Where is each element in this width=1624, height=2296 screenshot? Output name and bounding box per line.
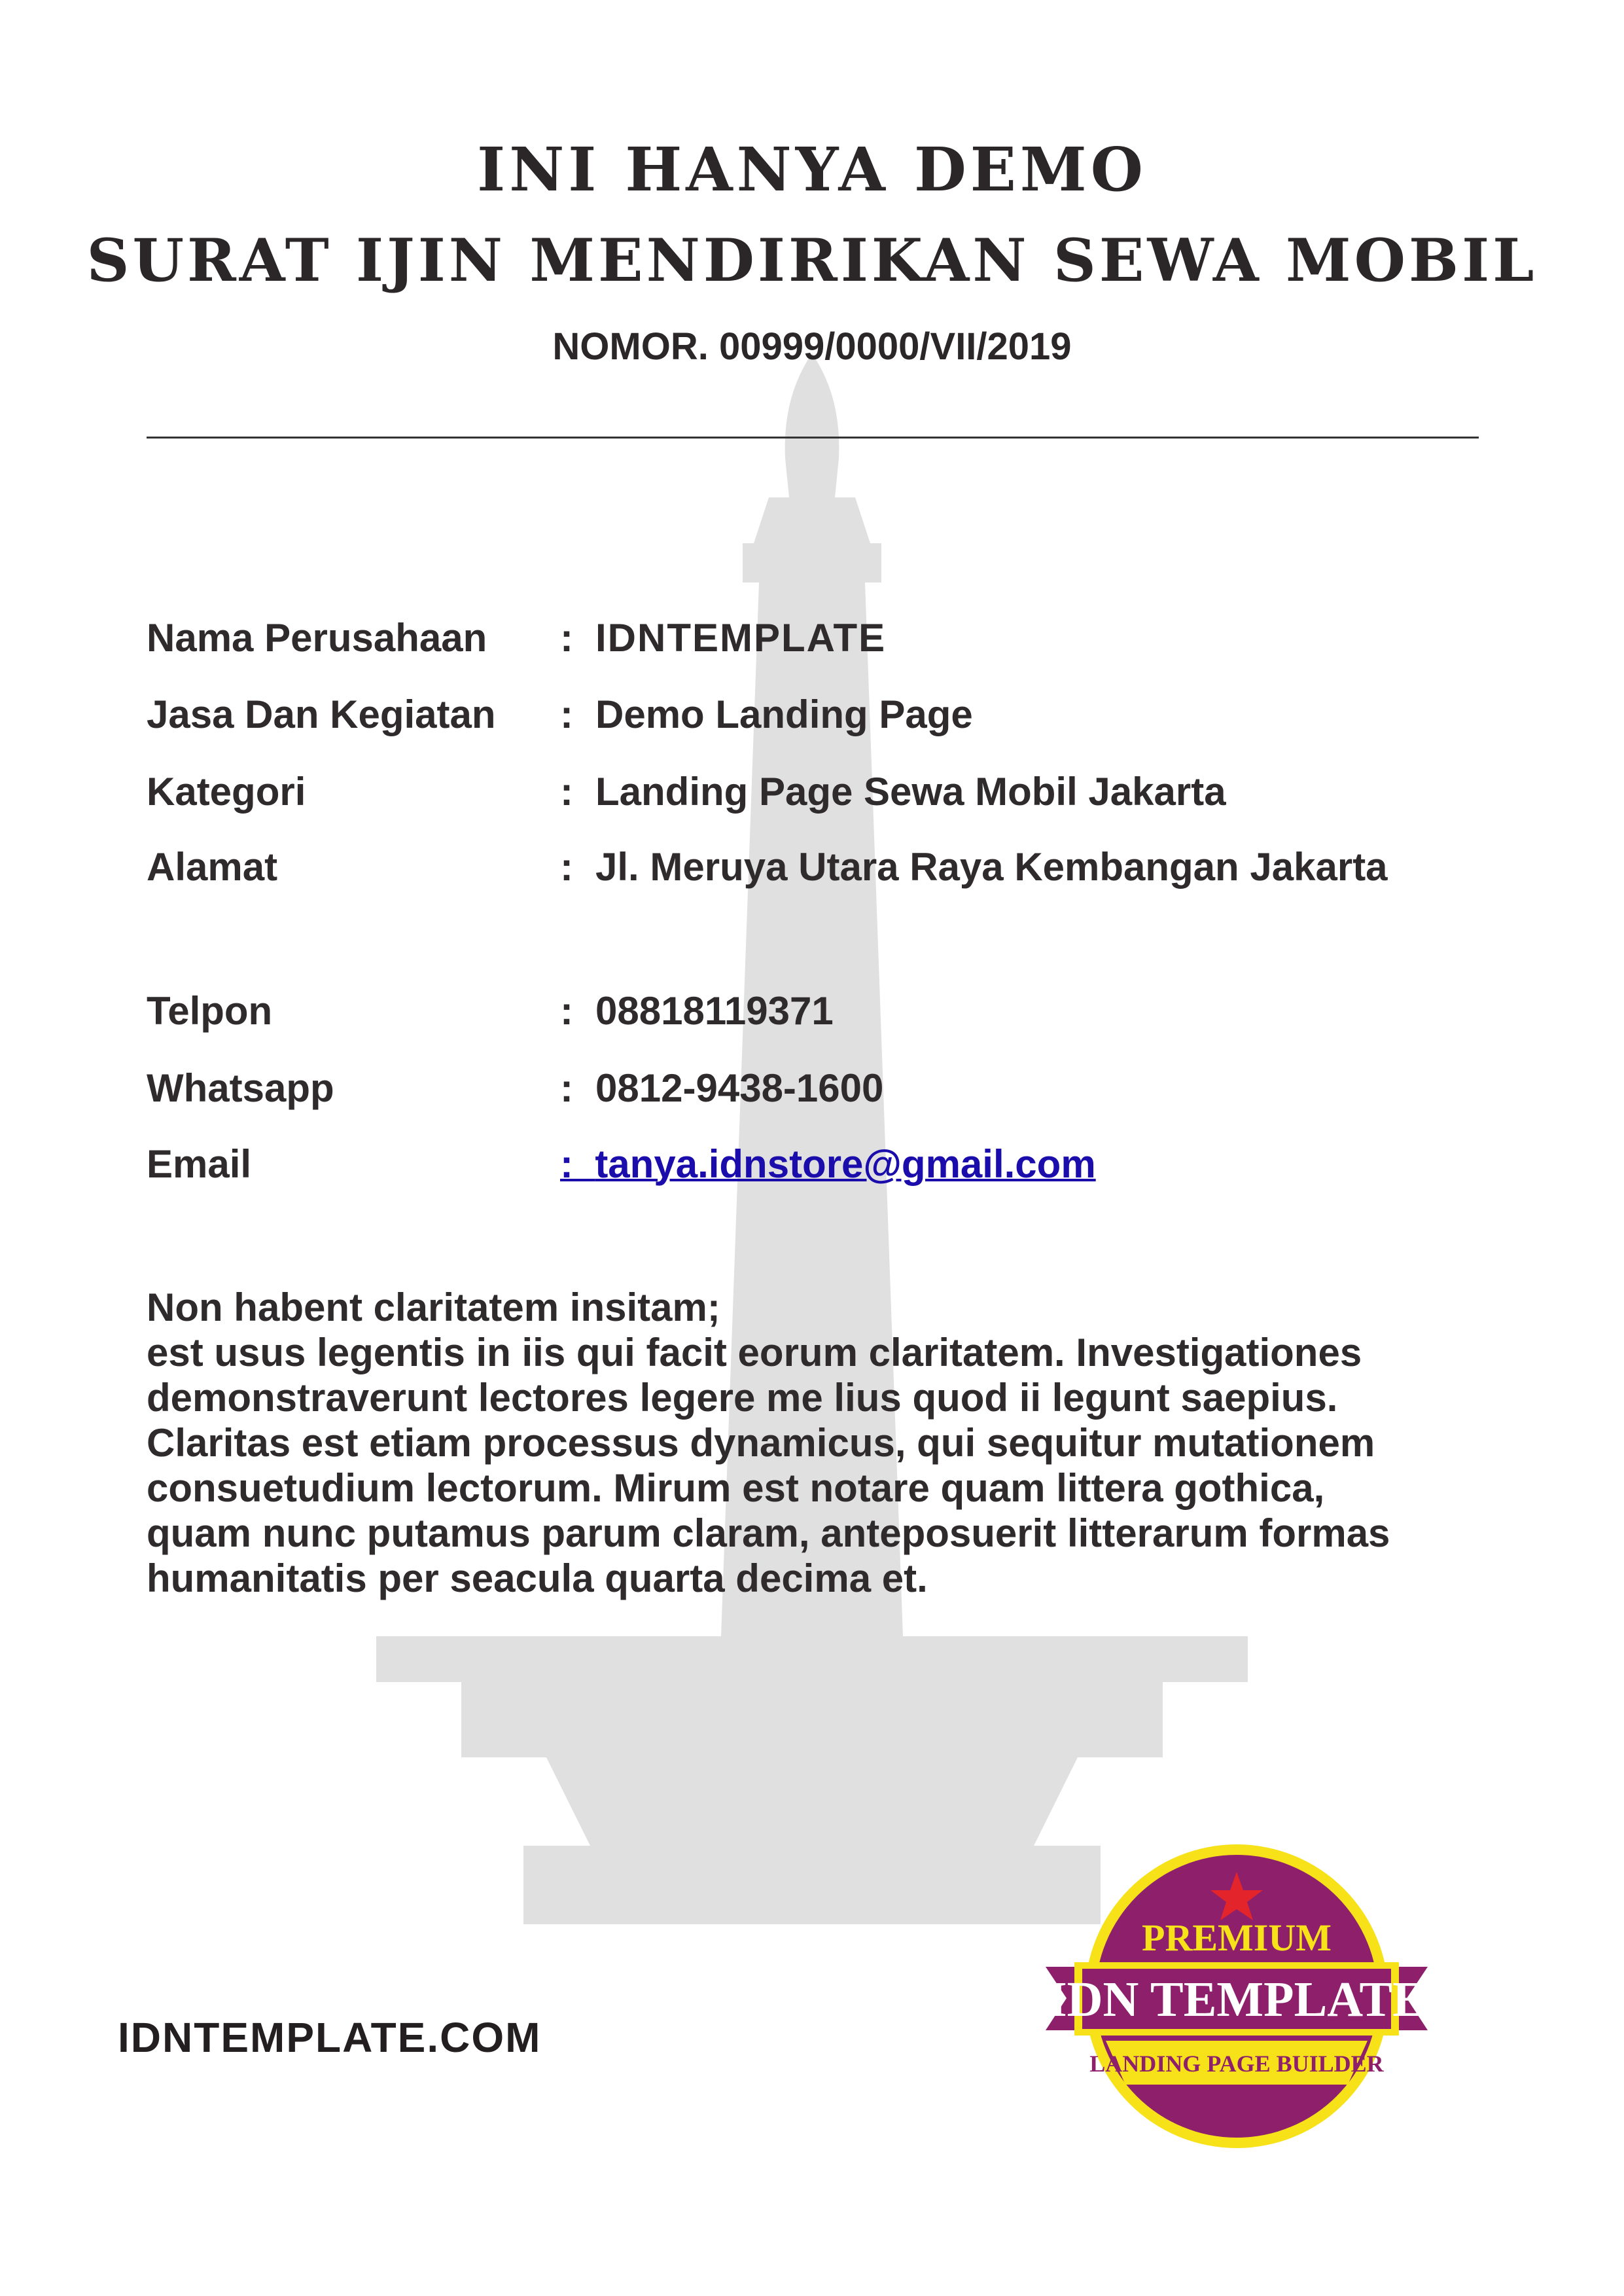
address-label: Alamat [147,845,278,889]
separator: : [560,1142,573,1186]
email-link[interactable] [560,1141,1096,1187]
whatsapp-value: 0812-9438-1600 [595,1066,884,1110]
paragraph-line: Claritas est etiam processus dynamicus, qui sequitur mutationem [147,1421,1375,1465]
service-value: Demo Landing Page [595,692,973,736]
footer-website: IDNTEMPLATE.COM [118,2014,542,2061]
whatsapp-label: Whatsapp [147,1066,334,1110]
separator: : [560,616,573,660]
email-value: tanya.idnstore@gmail.com [595,1142,1096,1186]
document-title-line2: SURAT IJIN MENDIRIKAN SEWA MOBIL [86,226,1538,295]
paragraph-line: humanitatis per seacula quarta decima et. [147,1556,928,1600]
separator: : [560,770,573,814]
company-value: IDNTEMPLATE [595,616,887,660]
phone-value: 08818119371 [595,989,834,1033]
badge-top-text: PREMIUM [1142,1916,1332,1959]
category-value: Landing Page Sewa Mobil Jakarta [595,770,1226,814]
phone-label: Telpon [147,989,273,1033]
paragraph-line: demonstraverunt lectores legere me lius quod ii legunt saepius. [147,1376,1338,1420]
address-value: Jl. Meruya Utara Raya Kembangan Jakarta [595,845,1388,889]
badge-bottom-text: LANDING PAGE BUILDER [1089,2051,1384,2077]
separator: : [560,1066,573,1110]
document-title-line1: INI HANYA DEMO [477,134,1147,205]
paragraph-line: Non habent claritatem insitam; [147,1285,720,1329]
email-label: Email [147,1142,252,1186]
paragraph-line: est usus legentis in iis qui facit eorum claritatem. Investigationes [147,1331,1362,1374]
header-divider [147,437,1479,439]
separator: : [560,989,573,1033]
service-label: Jasa Dan Kegiatan [147,692,496,736]
paragraph-line: consuetudium lectorum. Mirum est notare quam littera gothica, [147,1466,1325,1510]
premium-badge-logo [1040,1833,1433,2160]
body-paragraph [147,1285,1494,1601]
company-label: Nama Perusahaan [147,616,487,660]
badge-main-text: IDN TEMPLATE [1048,1972,1426,2027]
separator: : [560,692,573,736]
document-number: NOMOR. 00999/0000/VII/2019 [552,325,1072,368]
category-label: Kategori [147,770,306,814]
paragraph-line: quam nunc putamus parum claram, anteposuerit litterarum formas [147,1511,1390,1555]
separator: : [560,845,573,889]
